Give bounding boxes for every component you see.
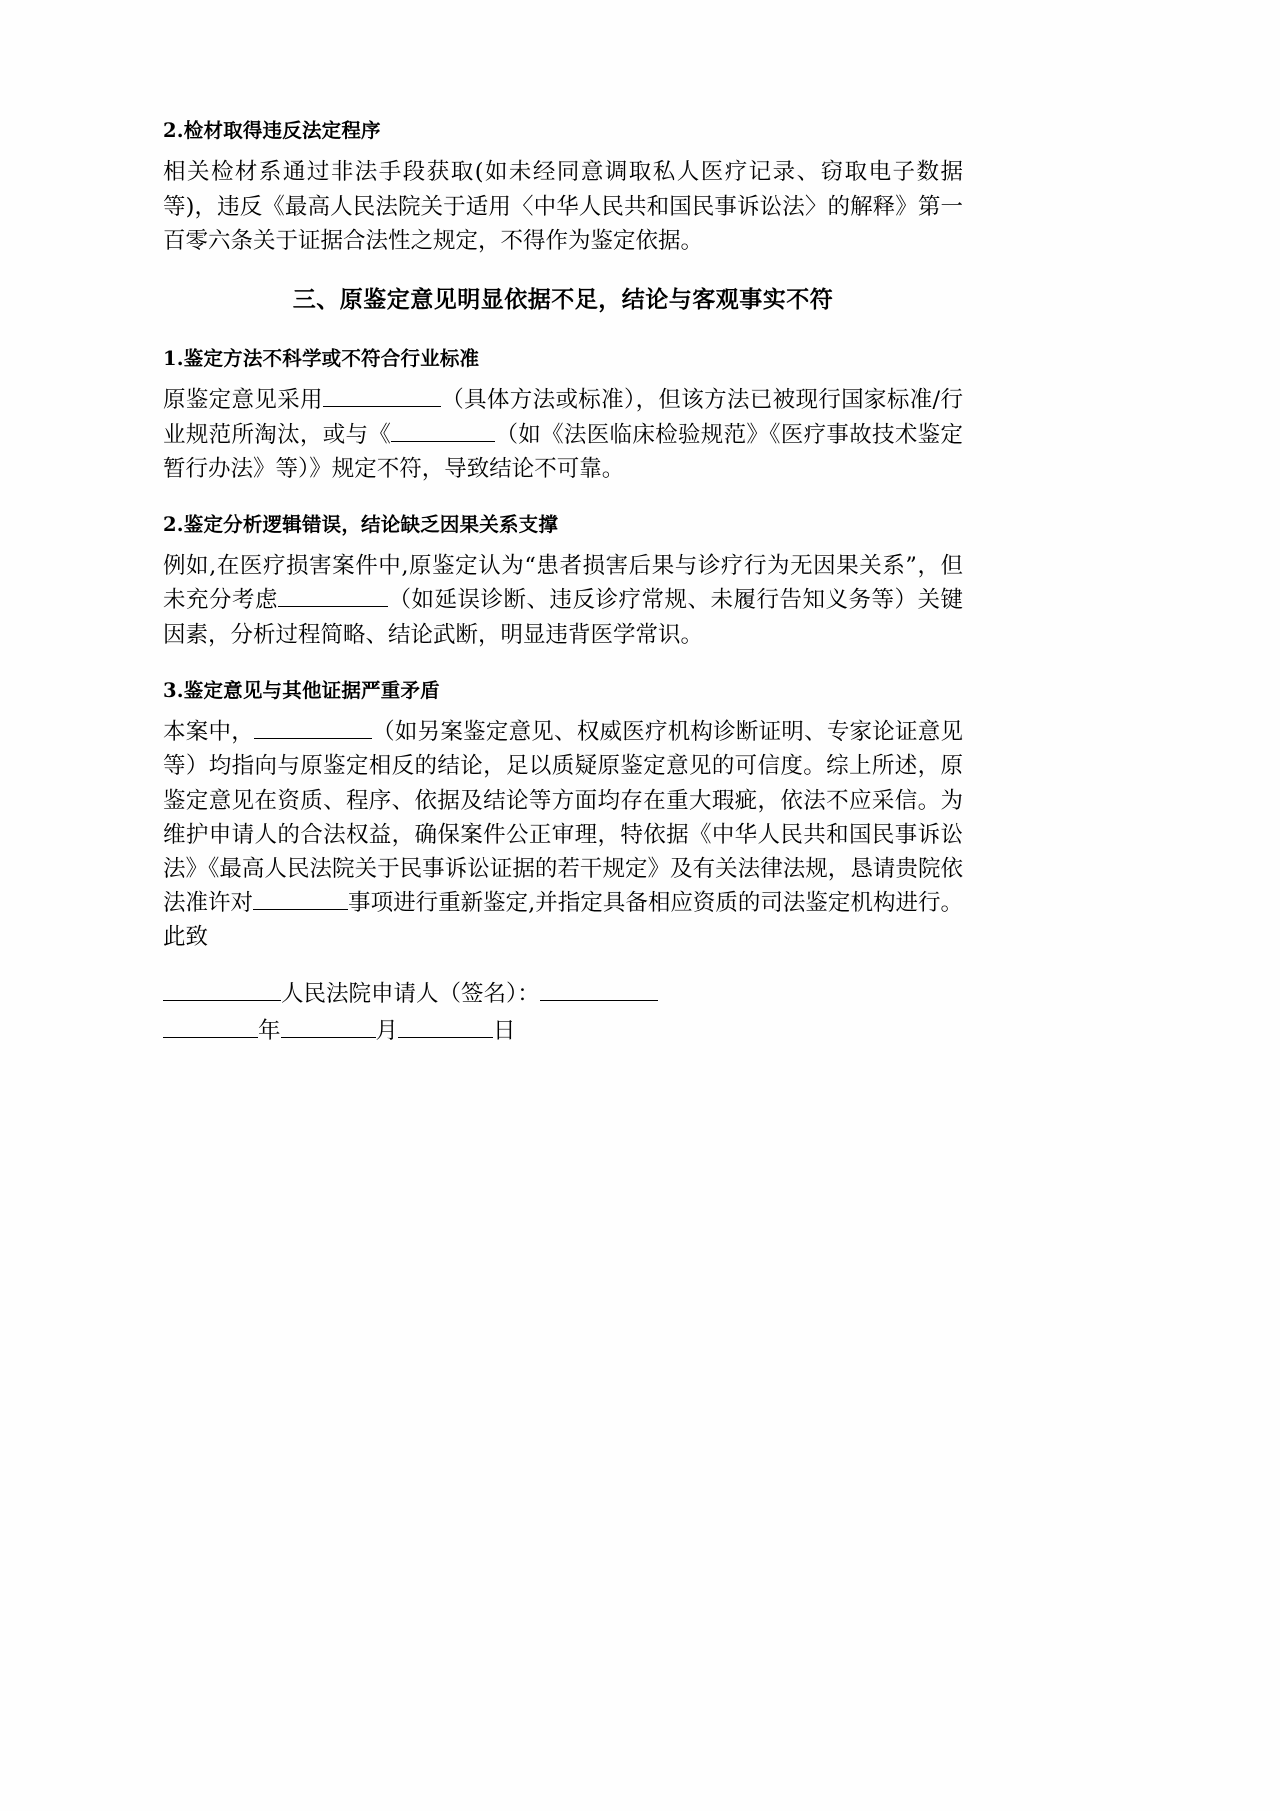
text-fragment: （如延误诊断、违反诊疗常规、未履行告知义务等）关键因素，分析过程简略、结论武断，明显违背医学常识。 — [163, 587, 963, 648]
text-fragment: 本案中， — [163, 719, 254, 746]
text-fragment: 事项进行重新鉴定,并指定具备相应资质的司法鉴定机构进行。此致 — [163, 890, 963, 951]
text-fragment: 原鉴定意见采用 — [163, 387, 323, 414]
fill-in-blank-court-name[interactable] — [163, 1000, 281, 1001]
fill-in-blank-day[interactable] — [398, 1037, 493, 1038]
paragraph-evidence-procedure: 相关检材系通过非法手段获取(如未经同意调取私人医疗记录、窃取电子数据等)，违反《最高人民法院关于适用〈中华人民共和国民事诉讼法〉的解释》第一百零六条关于证据合法性之规定，不得作为鉴定依据。 — [163, 159, 963, 254]
subheading-evidence-procedure: 2.检材取得违反法定程序 — [163, 119, 381, 142]
subheading-logic-error: 2.鉴定分析逻辑错误，结论缺乏因果关系支撑 — [163, 512, 559, 536]
fill-in-blank-key-factors[interactable] — [278, 606, 388, 607]
paragraph-logic-error — [163, 549, 963, 652]
subheading-evidence-contradiction: 3.鉴定意见与其他证据严重矛盾 — [163, 678, 440, 702]
paragraph-method-unscientific — [163, 383, 963, 486]
text-fragment: （如《法医临床检验规范》《医疗事故技术鉴定暂行办法》等）》规定不符，导致结论不可靠。 — [163, 421, 963, 482]
subheading-method-unscientific: 1.鉴定方法不科学或不符合行业标准 — [163, 347, 480, 371]
date-day-label: 日 — [493, 1017, 516, 1044]
fill-in-blank-standard[interactable] — [391, 441, 495, 442]
date-month-label: 月 — [375, 1017, 399, 1044]
fill-in-blank-matters[interactable] — [253, 909, 348, 910]
fill-in-blank-year[interactable] — [163, 1037, 258, 1038]
signature-court-label: 人民法院申请人（签名）： — [281, 981, 540, 1008]
signature-block — [163, 976, 963, 1049]
fill-in-blank-method[interactable] — [323, 406, 441, 407]
text-fragment: （如另案鉴定意见、权威医疗机构诊断证明、专家论证意见等）均指向与原鉴定相反的结论，足以质疑原鉴定意见的可信度。综上所述，原鉴定意见在资质、程序、依据及结论等方面均存在重大瑕疵，依法不应采信。为维护申请人的合法权益，确保案件公正审理，特依据《中华人民共和国民事诉讼法》《最高人民法院关于民事诉讼证据的若干规定》及有关法律法规，恳请贵院依法准许对 — [163, 719, 963, 917]
fill-in-blank-month[interactable] — [281, 1037, 376, 1038]
major-heading-section-three: 三、原鉴定意见明显依据不足，结论与客观事实不符 — [292, 285, 834, 313]
fill-in-blank-other-evidence[interactable] — [254, 738, 372, 739]
signature-date-line — [163, 1013, 963, 1049]
text-fragment: （具体方法或标准），但该方法已被现行国家标准/行业规范所淘汰，或与《 — [163, 387, 963, 448]
document-content — [163, 118, 963, 1049]
text-fragment: 例如,在医疗损害案件中,原鉴定认为“患者损害后果与诊疗行为无因果关系”，但未充分考虑 — [163, 553, 963, 614]
signature-court-line — [163, 976, 963, 1012]
fill-in-blank-signature[interactable] — [540, 1000, 658, 1001]
date-year-label: 年 — [258, 1017, 281, 1044]
paragraph-evidence-contradiction — [163, 715, 963, 954]
